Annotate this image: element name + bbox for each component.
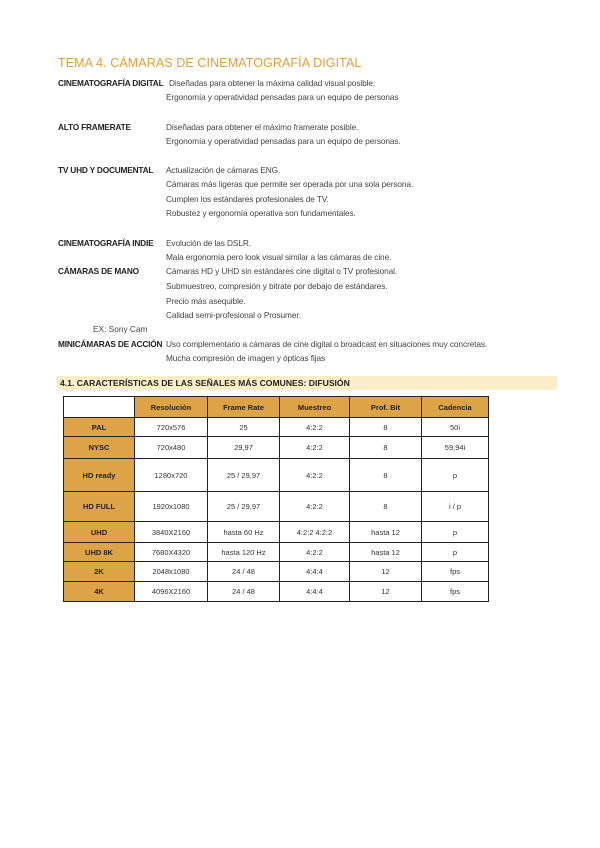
row-header: PAL: [64, 418, 135, 437]
definition-line: Diseñadas para obtener el máximo framerate posible.: [166, 122, 359, 132]
table-cell: p: [422, 543, 489, 562]
table-cell: 7680X4320: [135, 543, 208, 562]
definition-line: Robustez y ergonomía operativa son fundamentales.: [166, 208, 356, 218]
row-header: UHD 8K: [64, 543, 135, 562]
table-cell: 4:4:4: [280, 562, 350, 582]
table-cell: hasta 120 Hz: [208, 543, 280, 562]
definition-line: Cumplen los estándares profesionales de TV.: [166, 194, 329, 204]
column-header: Prof. Bit: [350, 397, 422, 418]
table-cell: 4096X2160: [135, 582, 208, 602]
table-cell: 4:2:2: [280, 418, 350, 437]
table-row: [64, 562, 489, 582]
table-cell: hasta 12: [350, 543, 422, 562]
column-header: Resolución: [135, 397, 208, 418]
table-cell: 25 / 29,97: [208, 459, 280, 492]
table-cell: fps: [422, 562, 489, 582]
table-cell: hasta 60 Hz: [208, 522, 280, 543]
table-cell: i / p: [422, 492, 489, 522]
table-cell: 4:2:2: [280, 543, 350, 562]
table-row: [64, 459, 489, 492]
table-row: [64, 582, 489, 602]
table-cell: 720x576: [135, 418, 208, 437]
definition-line: Evolución de las DSLR.: [166, 238, 251, 248]
table-cell: 1280x720: [135, 459, 208, 492]
table-cell: 25: [208, 418, 280, 437]
table-cell: 8: [350, 459, 422, 492]
table-row: [64, 522, 489, 543]
table-row: [64, 543, 489, 562]
table-cell: p: [422, 522, 489, 543]
table-cell: 12: [350, 582, 422, 602]
table-cell: 2048x1080: [135, 562, 208, 582]
definition-line: Precio más asequible.: [166, 296, 246, 306]
table-row: [64, 437, 489, 459]
definition-line: Diseñadas para obtener la máxima calidad visual posible.: [169, 78, 376, 88]
row-header: HD FULL: [64, 492, 135, 522]
definition-line: Mucha compresión de imagen y ópticas fijas: [166, 353, 326, 363]
table-cell: 8: [350, 418, 422, 437]
table-cell: 4:2:2: [280, 437, 350, 459]
column-header: Muestreo: [280, 397, 350, 418]
table-cell: 25 / 29,97: [208, 492, 280, 522]
table-cell: p: [422, 459, 489, 492]
table-cell: 720x480: [135, 437, 208, 459]
definition-line: Submuestreo, compresión y bitrate por debajo de estándares.: [166, 281, 388, 291]
term-minicamaras-de-accion: MINICÁMARAS DE ACCIÓN: [58, 339, 163, 349]
table-cell: 29,97: [208, 437, 280, 459]
signal-specs-table: [63, 396, 489, 602]
table-cell: fps: [422, 582, 489, 602]
definition-line: Uso complementario a cámaras de cine digital o broadcast en situaciones muy concretas.: [166, 339, 488, 349]
table-cell: 24 / 48: [208, 582, 280, 602]
table-cell: 12: [350, 562, 422, 582]
term-alto-framerate: ALTO FRAMERATE: [58, 122, 131, 132]
table-cell: 4:2:2 4:2:2: [280, 522, 350, 543]
column-header: Cadencia: [422, 397, 489, 418]
definition-line: Mala ergonomía pero look visual similar a las cámaras de cine.: [166, 252, 392, 262]
term-tv-uhd-documental: TV UHD Y DOCUMENTAL: [58, 165, 154, 175]
table-row: [64, 418, 489, 437]
definition-line: Ergonomía y operatividad pensadas para un equipo de personas.: [166, 136, 401, 146]
table-corner-cell: [64, 397, 135, 418]
definition-line: Cámaras HD y UHD sin estándares cine digital o TV profesional.: [166, 266, 398, 276]
table-row: [64, 492, 489, 522]
table-cell: 59,94i: [422, 437, 489, 459]
table-cell: 4:4:4: [280, 582, 350, 602]
term-cinematografia-digital: CINEMATOGRAFÍA DIGITAL: [58, 78, 164, 88]
definition-line: Calidad semi-profesional o Prosumer.: [166, 310, 301, 320]
row-header: NYSC: [64, 437, 135, 459]
table-cell: 50i: [422, 418, 489, 437]
table-cell: 4:2:2: [280, 459, 350, 492]
table-header-row: [64, 397, 489, 418]
definition-line: Ergonomía y operatividad pensadas para un equipo de personas: [166, 92, 399, 102]
section-heading-band: [57, 376, 557, 390]
row-header: 4K: [64, 582, 135, 602]
term-cinematografia-indie: CINEMATOGRAFÍA INDIE: [58, 238, 154, 248]
table-cell: 8: [350, 437, 422, 459]
table-cell: 8: [350, 492, 422, 522]
row-header: 2K: [64, 562, 135, 582]
table-cell: 3840X2160: [135, 522, 208, 543]
table-cell: 4:2:2: [280, 492, 350, 522]
section-heading: 4.1. CARACTERÍSTICAS DE LAS SEÑALES MÁS COMUNES: DIFUSIÓN: [60, 378, 350, 388]
page-title: TEMA 4. CÁMARAS DE CINEMATOGRAFÍA DIGITAL: [58, 56, 362, 70]
row-header: UHD: [64, 522, 135, 543]
row-header: HD ready: [64, 459, 135, 492]
definition-line: Actualización de cámaras ENG.: [166, 165, 281, 175]
column-header: Frame Rate: [208, 397, 280, 418]
table-cell: hasta 12: [350, 522, 422, 543]
table-cell: 24 / 48: [208, 562, 280, 582]
table-cell: 1920x1080: [135, 492, 208, 522]
example-note: EX: Sony Cam: [93, 324, 148, 334]
definition-line: Cámaras más ligeras que permite ser operada por una sola persona.: [166, 179, 414, 189]
term-camaras-de-mano: CÁMARAS DE MANO: [58, 266, 139, 276]
